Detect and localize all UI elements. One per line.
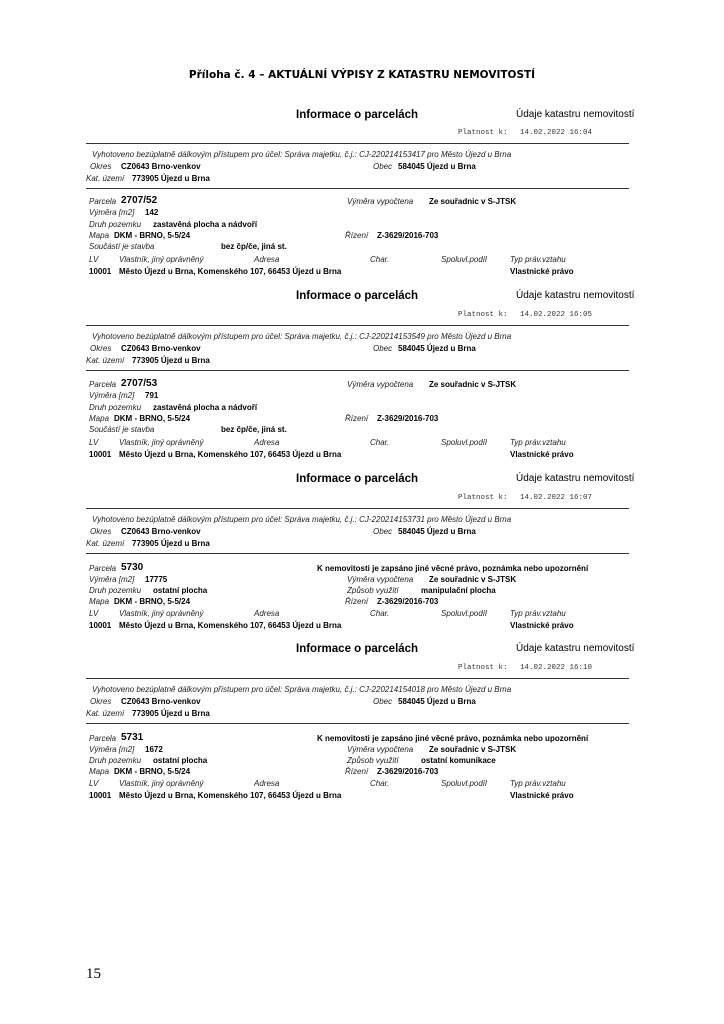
vymera-label: Výměra [m2] (89, 208, 135, 217)
section-title: Informace o parcelách (296, 109, 419, 121)
vlastnik-label: Vlastník, jiný oprávněný (119, 609, 204, 618)
vymera-vypoctena-value: Ze souřadnic v S-JTSK (429, 380, 517, 389)
lv-label: LV (89, 438, 99, 447)
typ-prav-label: Typ práv.vztahu (510, 438, 566, 447)
obec-value: 584045 Újezd u Brna (398, 344, 476, 353)
druh-value: zastavěná plocha a nádvoří (153, 403, 258, 412)
zpusob-value: ostatní komunikace (421, 756, 496, 765)
section-title: Informace o parcelách (296, 643, 419, 655)
druh-label: Druh pozemku (89, 586, 142, 595)
kat-uzemi-label: Kat. území (86, 356, 125, 365)
zpusob-label: Způsob využití (347, 756, 399, 765)
char-label: Char. (370, 609, 390, 618)
rizeni-label: Řízení (345, 231, 369, 240)
okres-label: Okres (90, 697, 112, 706)
vymera-value: 1672 (145, 745, 163, 754)
parcela-value: 5730 (121, 562, 144, 573)
parcela-label: Parcela (89, 734, 117, 743)
vlastnik-value: Město Újezd u Brna, Komenského 107, 66453 Újezd u Brna (119, 621, 342, 630)
mapa-value: DKM - BRNO, 5-5/24 (114, 597, 191, 606)
mapa-label: Mapa (89, 231, 110, 240)
typ-prav-value: Vlastnické právo (510, 791, 574, 800)
section-source: Údaje katastru nemovitostí (516, 473, 635, 484)
kat-uzemi-label: Kat. území (86, 709, 125, 718)
mapa-label: Mapa (89, 597, 110, 606)
note-value: K nemovitosti je zapsáno jiné věcné právo, poznámka nebo upozornění (317, 564, 589, 573)
typ-prav-label: Typ práv.vztahu (510, 609, 566, 618)
rizeni-label: Řízení (345, 597, 369, 606)
okres-label: Okres (90, 162, 112, 171)
divider (86, 188, 629, 189)
section-source: Údaje katastru nemovitostí (516, 643, 635, 654)
vymera-label: Výměra [m2] (89, 745, 135, 754)
lv-value: 10001 (89, 791, 112, 800)
vlastnik-label: Vlastník, jiný oprávněný (119, 779, 204, 788)
vymera-vypoctena-value: Ze souřadnic v S-JTSK (429, 745, 517, 754)
obec-value: 584045 Újezd u Brna (398, 162, 476, 171)
kat-uzemi-value: 773905 Újezd u Brna (132, 709, 210, 718)
obec-value: 584045 Újezd u Brna (398, 697, 476, 706)
validity-label: Platnost k: (458, 129, 508, 137)
spoluvl-label: Spoluvl.podíl (441, 779, 487, 788)
mapa-value: DKM - BRNO, 5-5/24 (114, 414, 191, 423)
kat-uzemi-value: 773905 Újezd u Brna (132, 356, 210, 365)
vlastnik-label: Vlastník, jiný oprávněný (119, 438, 204, 447)
divider (86, 325, 629, 326)
vlastnik-value: Město Újezd u Brna, Komenského 107, 66453 Újezd u Brna (119, 267, 342, 276)
kat-uzemi-value: 773905 Újezd u Brna (132, 539, 210, 548)
section-source: Údaje katastru nemovitostí (516, 290, 635, 301)
parcela-label: Parcela (89, 564, 117, 573)
vymera-value: 791 (145, 391, 159, 400)
zpusob-label: Způsob využití (347, 586, 399, 595)
rizeni-value: Z-3629/2016-703 (377, 414, 439, 423)
rizeni-label: Řízení (345, 767, 369, 776)
vlastnik-value: Město Újezd u Brna, Komenského 107, 66453 Újezd u Brna (119, 791, 342, 800)
okres-value: CZ0643 Brno-venkov (121, 527, 201, 536)
lv-label: LV (89, 609, 99, 618)
spoluvl-label: Spoluvl.podíl (441, 255, 487, 264)
druh-label: Druh pozemku (89, 220, 142, 229)
vymera-vypoctena-value: Ze souřadnic v S-JTSK (429, 197, 517, 206)
vymera-value: 142 (145, 208, 159, 217)
obec-value: 584045 Újezd u Brna (398, 527, 476, 536)
validity-date: 14.02.2022 16:07 (520, 494, 593, 502)
char-label: Char. (370, 438, 390, 447)
zpusob-value: manipulační plocha (421, 586, 496, 595)
mapa-label: Mapa (89, 414, 110, 423)
typ-prav-value: Vlastnické právo (510, 450, 574, 459)
obec-label: Obec (373, 527, 393, 536)
spoluvl-label: Spoluvl.podíl (441, 609, 487, 618)
adresa-label: Adresa (254, 438, 280, 447)
okres-value: CZ0643 Brno-venkov (121, 697, 201, 706)
spoluvl-label: Spoluvl.podíl (441, 438, 487, 447)
divider (86, 370, 629, 371)
typ-prav-value: Vlastnické právo (510, 621, 574, 630)
validity-date: 14.02.2022 16:05 (520, 311, 593, 319)
parcela-label: Parcela (89, 380, 117, 389)
validity-date: 14.02.2022 16:10 (520, 664, 593, 672)
validity-label: Platnost k: (458, 494, 508, 502)
vymera-label: Výměra [m2] (89, 391, 135, 400)
char-label: Char. (370, 255, 390, 264)
adresa-label: Adresa (254, 779, 280, 788)
typ-prav-value: Vlastnické právo (510, 267, 574, 276)
vlastnik-value: Město Újezd u Brna, Komenského 107, 66453 Újezd u Brna (119, 450, 342, 459)
rizeni-value: Z-3629/2016-703 (377, 597, 439, 606)
adresa-label: Adresa (254, 609, 280, 618)
lv-value: 10001 (89, 621, 112, 630)
kat-uzemi-label: Kat. území (86, 174, 125, 183)
druh-value: ostatní plocha (153, 756, 208, 765)
char-label: Char. (370, 779, 390, 788)
rizeni-value: Z-3629/2016-703 (377, 767, 439, 776)
vymera-vypoctena-label: Výměra vypočtena (347, 575, 414, 584)
obec-label: Obec (373, 344, 393, 353)
validity-label: Platnost k: (458, 311, 508, 319)
vymera-vypoctena-label: Výměra vypočtena (347, 197, 414, 206)
obec-label: Obec (373, 162, 393, 171)
lv-value: 10001 (89, 267, 112, 276)
divider (86, 723, 629, 724)
mapa-label: Mapa (89, 767, 110, 776)
divider (86, 508, 629, 509)
section-title: Informace o parcelách (296, 290, 419, 302)
parcela-value: 2707/53 (121, 378, 158, 389)
mapa-value: DKM - BRNO, 5-5/24 (114, 231, 191, 240)
document-title: Příloha č. 4 – AKTUÁLNÍ VÝPISY Z KATASTRU NEMOVITOSTÍ (188, 69, 536, 81)
soucasti-value: bez čp/če, jiná st. (221, 242, 287, 251)
okres-value: CZ0643 Brno-venkov (121, 162, 201, 171)
kat-uzemi-label: Kat. území (86, 539, 125, 548)
lv-value: 10001 (89, 450, 112, 459)
soucasti-label: Součástí je stavba (89, 425, 155, 434)
vymera-label: Výměra [m2] (89, 575, 135, 584)
typ-prav-label: Typ práv.vztahu (510, 779, 566, 788)
lv-label: LV (89, 779, 99, 788)
kat-uzemi-value: 773905 Újezd u Brna (132, 174, 210, 183)
rizeni-value: Z-3629/2016-703 (377, 231, 439, 240)
lv-label: LV (89, 255, 99, 264)
parcela-value: 2707/52 (121, 195, 158, 206)
divider (86, 553, 629, 554)
info-line: Vyhotoveno bezúplatně dálkovým přístupem pro účel: Správa majetku, č.j.: CJ-220214153731 pro Město Újezd u Brna (92, 515, 512, 524)
okres-value: CZ0643 Brno-venkov (121, 344, 201, 353)
vymera-value: 17775 (145, 575, 168, 584)
typ-prav-label: Typ práv.vztahu (510, 255, 566, 264)
divider (86, 678, 629, 679)
validity-label: Platnost k: (458, 664, 508, 672)
druh-value: zastavěná plocha a nádvoří (153, 220, 258, 229)
vymera-vypoctena-value: Ze souřadnic v S-JTSK (429, 575, 517, 584)
info-line: Vyhotoveno bezúplatně dálkovým přístupem pro účel: Správa majetku, č.j.: CJ-220214154018 pro Město Újezd u Brna (92, 685, 512, 694)
parcela-label: Parcela (89, 197, 117, 206)
parcela-value: 5731 (121, 732, 144, 743)
section-title: Informace o parcelách (296, 473, 419, 485)
adresa-label: Adresa (254, 255, 280, 264)
divider (86, 143, 629, 144)
okres-label: Okres (90, 344, 112, 353)
section-source: Údaje katastru nemovitostí (516, 109, 635, 120)
mapa-value: DKM - BRNO, 5-5/24 (114, 767, 191, 776)
rizeni-label: Řízení (345, 414, 369, 423)
info-line: Vyhotoveno bezúplatně dálkovým přístupem pro účel: Správa majetku, č.j.: CJ-220214153417 pro Město Újezd u Brna (92, 150, 512, 159)
info-line: Vyhotoveno bezúplatně dálkovým přístupem pro účel: Správa majetku, č.j.: CJ-220214153549 pro Město Újezd u Brna (92, 332, 512, 341)
vymera-vypoctena-label: Výměra vypočtena (347, 745, 414, 754)
vlastnik-label: Vlastník, jiný oprávněný (119, 255, 204, 264)
druh-label: Druh pozemku (89, 403, 142, 412)
note-value: K nemovitosti je zapsáno jiné věcné právo, poznámka nebo upozornění (317, 734, 589, 743)
okres-label: Okres (90, 527, 112, 536)
druh-label: Druh pozemku (89, 756, 142, 765)
soucasti-label: Součástí je stavba (89, 242, 155, 251)
validity-date: 14.02.2022 16:04 (520, 129, 593, 137)
page-number: 15 (86, 966, 101, 982)
obec-label: Obec (373, 697, 393, 706)
druh-value: ostatní plocha (153, 586, 208, 595)
soucasti-value: bez čp/če, jiná st. (221, 425, 287, 434)
vymera-vypoctena-label: Výměra vypočtena (347, 380, 414, 389)
